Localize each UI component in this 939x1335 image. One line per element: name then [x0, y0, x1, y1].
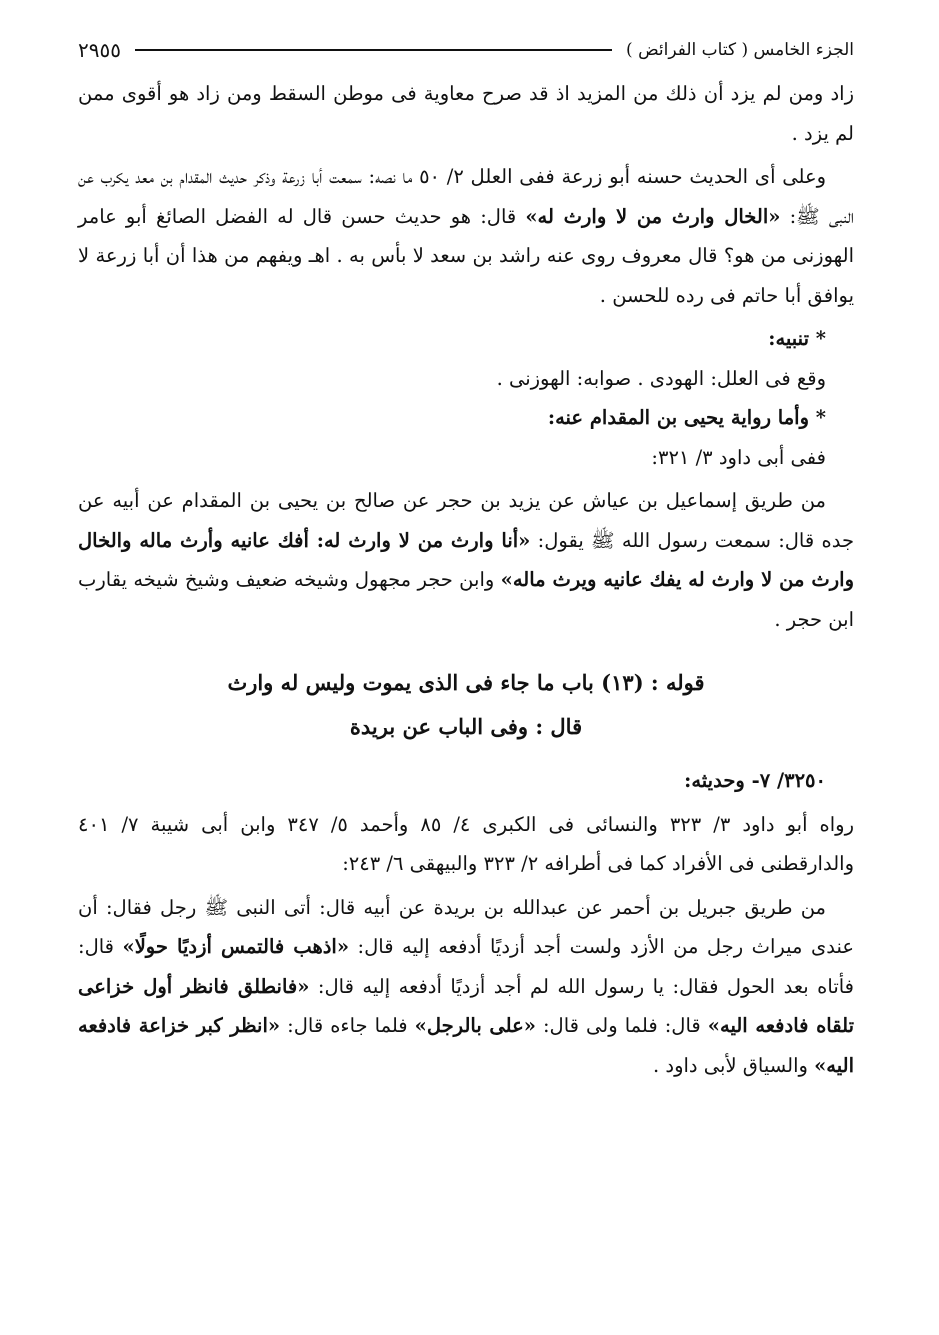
- book-page: [78, 30, 854, 1320]
- hadith-quote: «فانطلق فانظر أول خزاعى تلقاه فادفعه اليه»: [78, 974, 854, 1037]
- note-text: وقع فى العلل: الهودى . صوابه: الهوزنى .: [496, 366, 826, 390]
- source-line: ففى أبى داود ٣/ ٣٢١:: [651, 445, 826, 469]
- text-run: فلما جاءه قال:: [280, 1014, 415, 1037]
- text-run: قال: هو حديث حسن قال له الفضل الصائغ أبو عامر الهوزنى من هو؟ قال معروف روى عنه راشد بن سعد لا بأس به . اهـ ويفهم من هذا أن أبا زرعة لا يوافق أبا حاتم فى رده للحسن .: [78, 204, 854, 307]
- text-run: قال: فلما ولى قال:: [535, 1014, 708, 1037]
- text-run: وابن حجر مجهول وشيخه ضعيف وشيخ شيخه يقارب ابن حجر .: [78, 568, 854, 631]
- text-run: وعلى أى الحديث حسنه أبو زرعة ففى العلل ٢/ ٥٠ ما نصه: سمعت أبا زرعة وذكر حديث المقدام بن معد يكرب عن النبى ﷺ:: [78, 165, 854, 228]
- hadith-quote: «على بالرجل»: [414, 1014, 536, 1037]
- hadith-quote: «اذهب فالتمس أزديًا حولًا»: [122, 935, 350, 958]
- hadith-quote: «أنا وارث من لا وارث له: أفك عانيه وأرث ماله والخال وارث من لا وارث له يفك عانيه ويرث ماله»: [78, 528, 854, 591]
- running-title: الجزء الخامس ( كتاب الفرائض ): [626, 40, 854, 60]
- text-run: من طريق جبريل بن أحمر عن عبدالله بن بريدة عن أبيه قال: أتى النبى ﷺ رجل فقال: أن عندى ميراث رجل من الأزد ولست أجد أزديًا أدفعه إليه قال:: [78, 895, 854, 958]
- chapter-title: قوله : (١٣) باب ما جاء فى الذى يموت وليس له وارث: [227, 670, 705, 695]
- hadith-quote: «الخال وارث من لا وارث له»: [525, 204, 781, 228]
- paragraph-sources: رواه أبو داود ٣/ ٣٢٣ والنسائى فى الكبرى ٤/ ٨٥ وأحمد ٥/ ٣٤٧ وابن أبى شيبة ٧/ ٤٠١ والدارقطنى فى الأفراد كما فى أطرافه ٢/ ٣٢٣ والبيهقى ٦/ ٢٤٣:: [78, 812, 854, 875]
- text-run: والسياق لأبى داود .: [652, 1053, 815, 1077]
- paragraph-abu-zurah: [78, 157, 854, 315]
- paragraph-buraydah-route: [78, 888, 854, 1086]
- header-rule: [135, 49, 612, 51]
- paragraph-continuation: زاد ومن لم يزد أن ذلك من المزيد اذ قد صرح معاوية فى موطن السقط ومن زاد هو أقوى ممن لم يزد .: [78, 82, 854, 145]
- hadith-quote: «انظر كبر خزاعة فادفعه اليه»: [78, 1014, 854, 1077]
- text-run: من طريق إسماعيل بن عياش عن يزيد بن حجر عن صالح بن يحيى بن المقدام عن أبيه عن جده قال: سمعت رسول الله ﷺ يقول:: [78, 489, 854, 552]
- paragraph-yahya-route: [78, 481, 854, 639]
- text-run: قال: فأتاه بعد الحول فقال: يا رسول الله لم أجد أزديًا أدفعه إليه قال:: [78, 935, 855, 998]
- chapter-subtitle: قال : وفى الباب عن بريدة: [349, 714, 583, 739]
- page-number: ٢٩٥٥: [78, 38, 121, 62]
- section-heading: * وأما رواية يحيى بن المقدام عنه:: [547, 406, 826, 429]
- note-heading: * تنبيه:: [768, 327, 826, 350]
- running-header: [78, 30, 854, 70]
- hadith-number: ٣٢٥٠/ ٧- وحديثه:: [684, 769, 826, 792]
